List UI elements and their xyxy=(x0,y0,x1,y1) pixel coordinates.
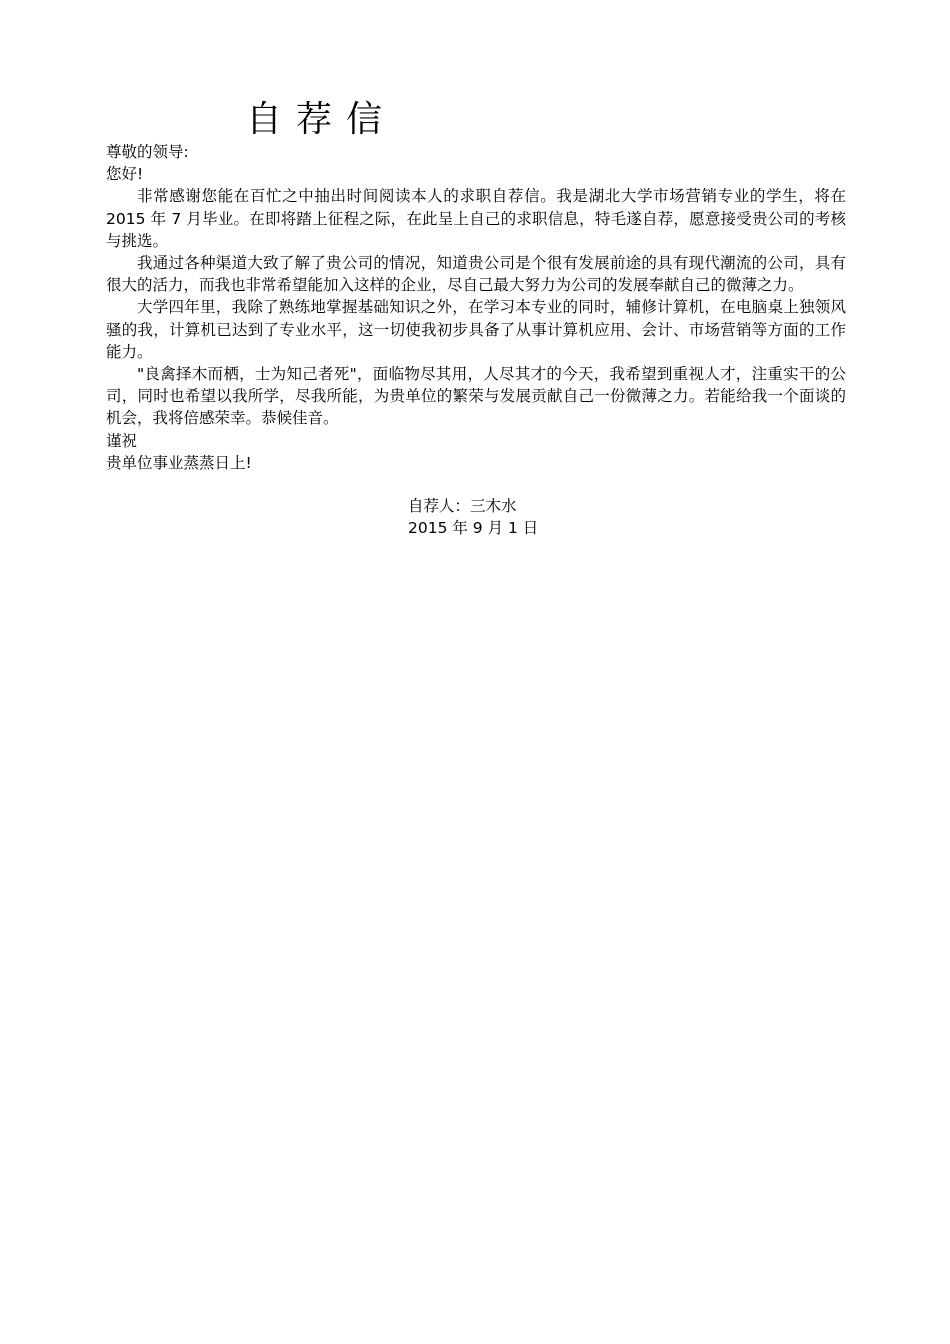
paragraph-education: 大学四年里，我除了熟练地掌握基础知识之外，在学习本专业的同时，辅修计算机，在电脑桌上独领风骚的我，计算机已达到了专业水平，这一切使我初步具备了从事计算机应用、会计、市场营销等方面的工作能力。 xyxy=(106,298,846,361)
letter-title: 自荐信 xyxy=(246,99,397,140)
paragraph-company: 我通过各种渠道大致了解了贵公司的情况，知道贵公司是个很有发展前途的具有现代潮流的公司，具有很大的活力，而我也非常希望能加入这样的企业，尽自己最大努力为公司的发展奉献自己的微薄之力。 xyxy=(106,254,846,295)
paragraph-intro: 非常感谢您能在百忙之中抽出时间阅读本人的求职自荐信。我是湖北大学市场营销专业的学生，将在 2015 年 7 月毕业。在即将踏上征程之际，在此呈上自己的求职信息，特毛遂自荐，愿意接受贵公司的考核与挑选。 xyxy=(106,187,846,250)
salutation: 尊敬的领导: xyxy=(106,143,189,161)
greeting: 您好! xyxy=(106,165,144,184)
signer-name: 自荐人：三木水 xyxy=(408,497,517,515)
closing-wish: 贵单位事业蒸蒸日上! xyxy=(106,453,252,472)
signature-block xyxy=(408,495,538,539)
letter-date: 2015 年 9 月 1 日 xyxy=(408,519,539,538)
closing-phrase: 谨祝 xyxy=(106,431,138,450)
paragraph-closing: "良禽择木而栖，士为知己者死"，面临物尽其用，人尽其才的今天，我希望到重视人才，注重实干的公司，同时也希望以我所学，尽我所能，为贵单位的繁荣与发展贡献自己一份微薄之力。若能给我一个面谈的机会，我将倍感荣幸。恭候佳音。 xyxy=(106,365,846,428)
letter-body xyxy=(106,141,846,474)
